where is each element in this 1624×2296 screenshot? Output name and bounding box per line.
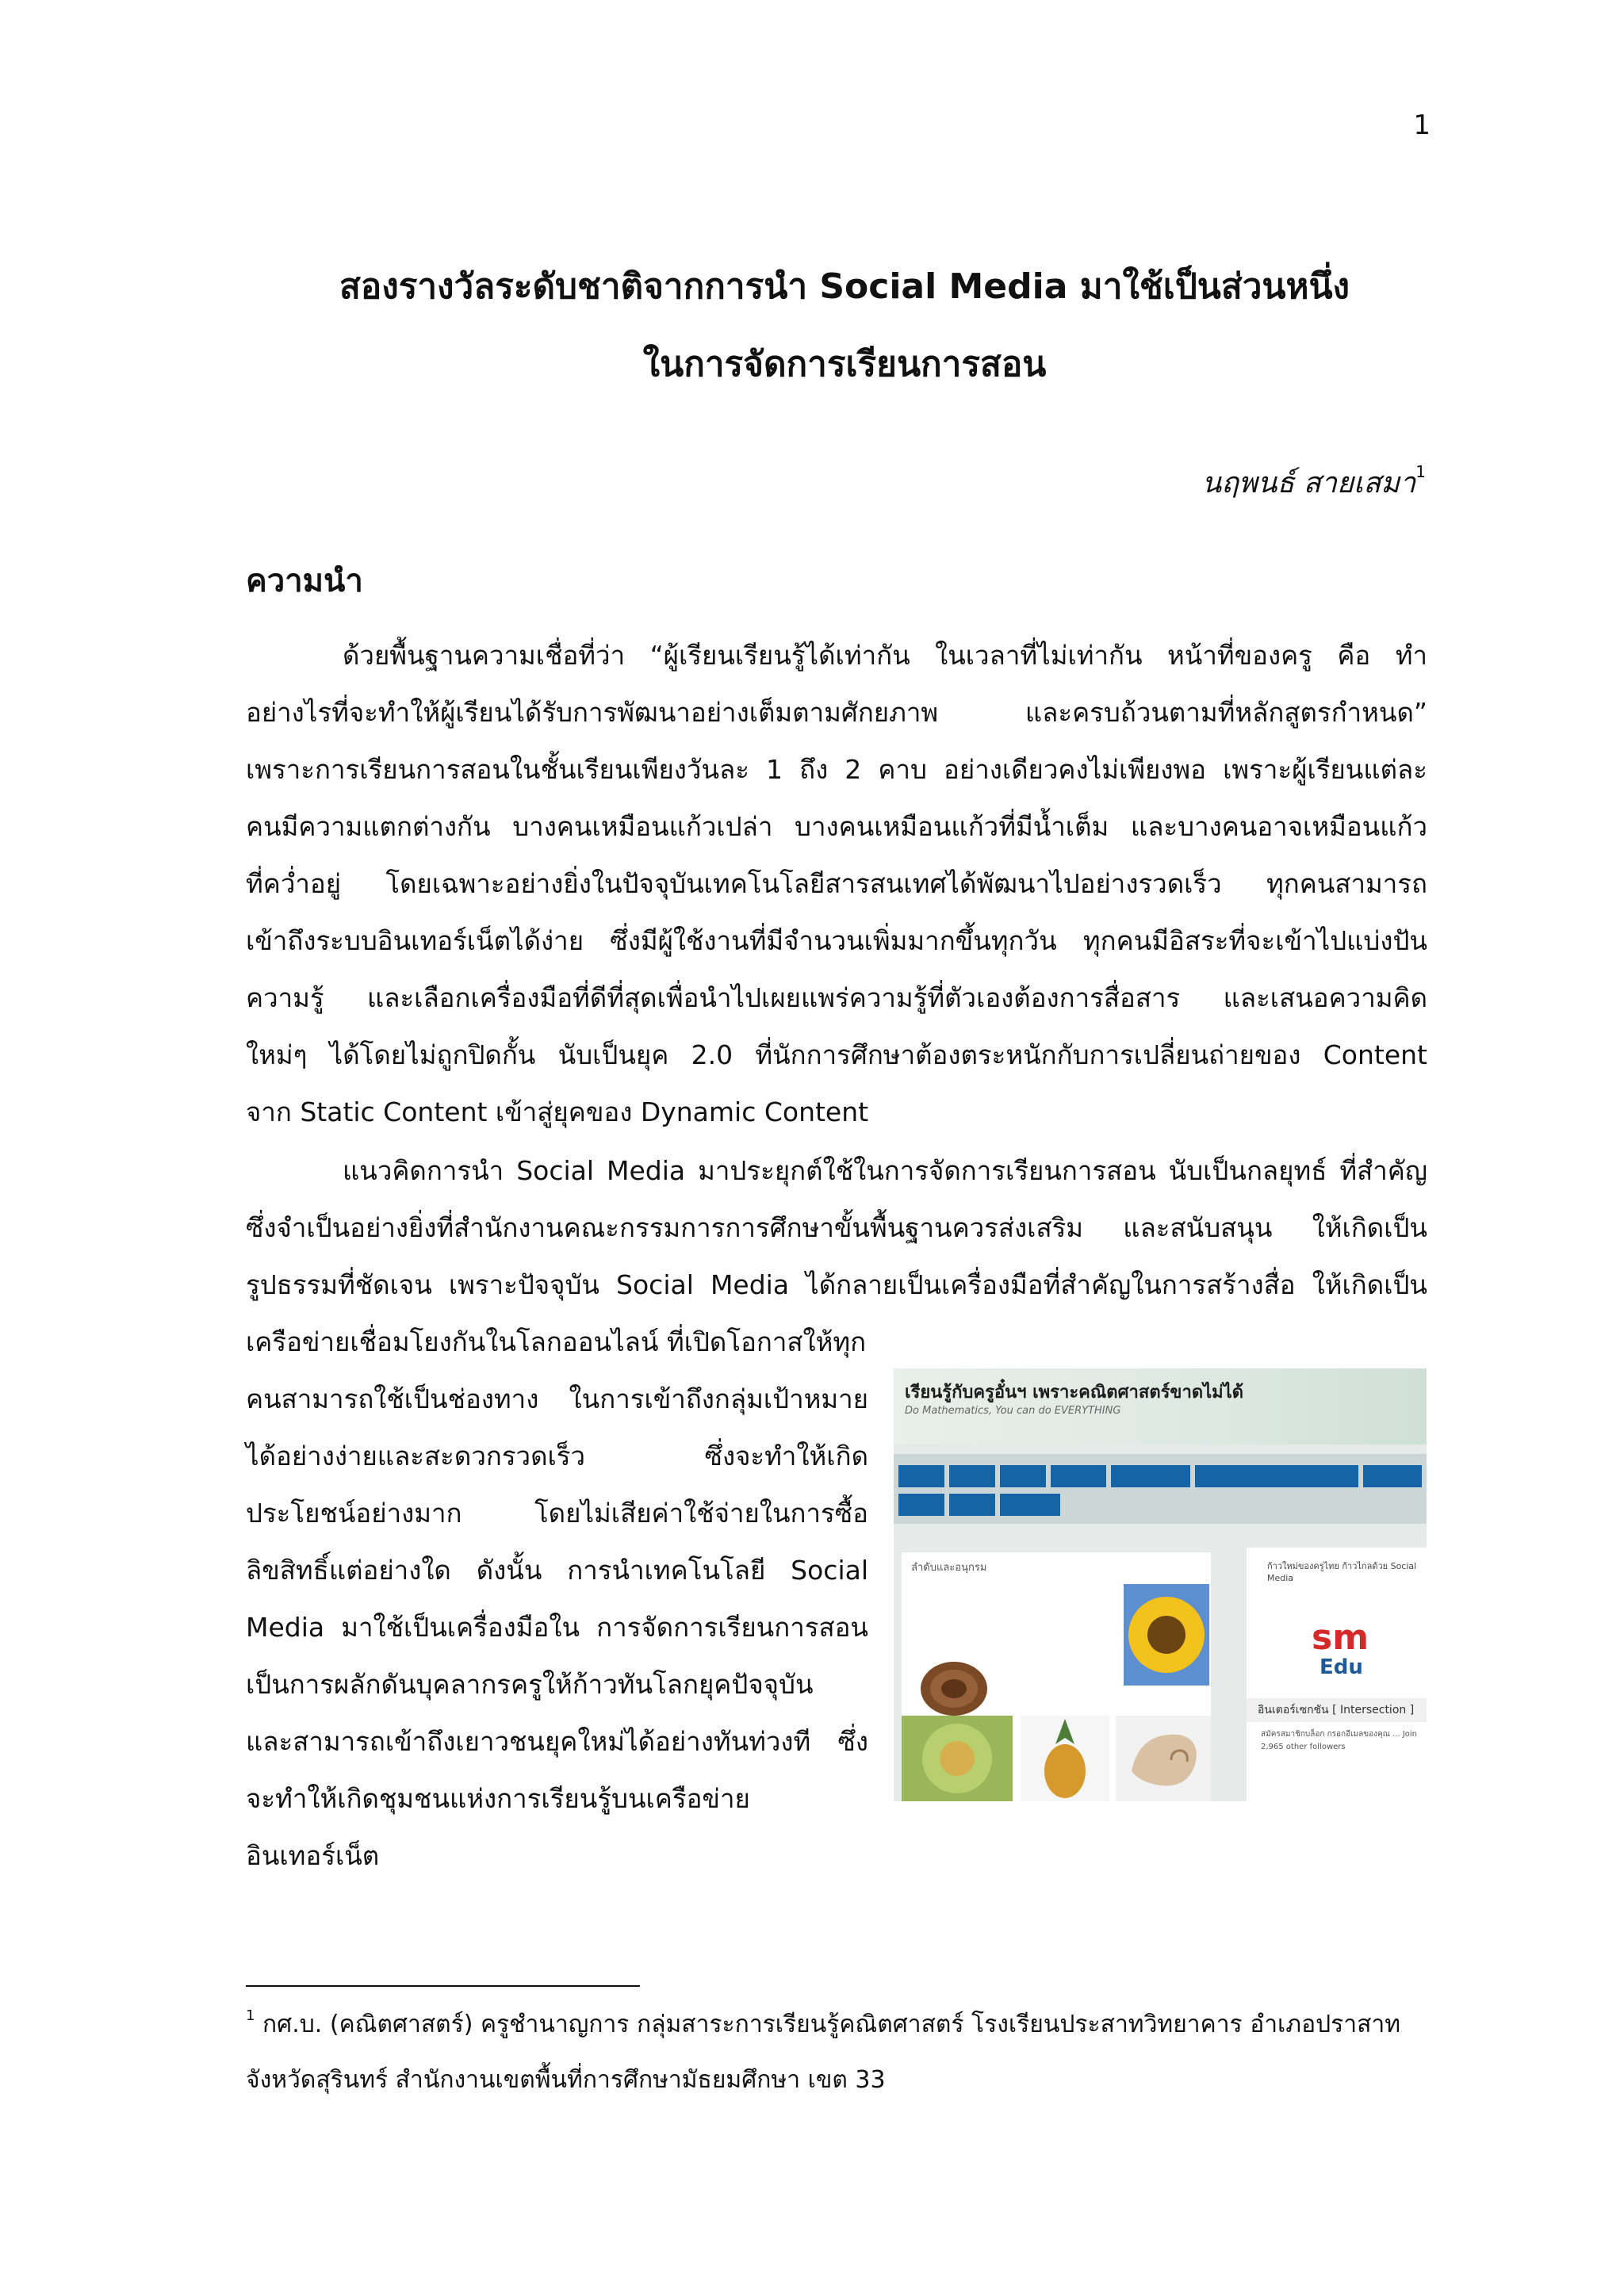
blog-sidebar-title: ก้าวใหม่ของครูไทย ก้าวไกลด้วย Social Media bbox=[1267, 1561, 1417, 1583]
paragraph-line: ซึ่งจำเป็นอย่างยิ่งที่สำนักงานคณะกรรมการการศึกษาขั้นพื้นฐานควรส่งเสริม และสนับสนุน ให้เกิดเป็น bbox=[246, 1212, 1427, 1243]
smedu-logo: sm bbox=[1312, 1617, 1369, 1658]
document-title-line2: ในการจัดการเรียนการสอน bbox=[642, 344, 1047, 385]
page-number: 1 bbox=[1413, 109, 1431, 141]
paragraph-line: อินเทอร์เน็ต bbox=[246, 1840, 380, 1871]
paragraph-line: อย่างไรที่จะทำให้ผู้เรียนได้รับการพัฒนาอย่างเต็มตามศักยภาพ และครบถ้วนตามที่หลักสูตรกำหนด” bbox=[246, 697, 1427, 728]
sequence-panel-title: ลำดับและอนุกรม bbox=[911, 1562, 987, 1574]
blog-banner-title: เรียนรู้กับครูอั๋นฯ เพราะคณิตศาสตร์ขาดไม่ได้ bbox=[905, 1383, 1244, 1402]
nav-button bbox=[1111, 1465, 1190, 1487]
blog-banner-subtitle: Do Mathematics, You can do EVERYTHING bbox=[905, 1405, 1121, 1417]
blog-banner bbox=[894, 1368, 1427, 1445]
nav-button bbox=[1051, 1465, 1106, 1487]
section-heading: ความนำ bbox=[246, 563, 363, 599]
nav-button bbox=[949, 1494, 995, 1516]
paragraph-line: เพราะการเรียนการสอนในชั้นเรียนเพียงวันละ 1 ถึง 2 คาบ อย่างเดียวคงไม่เพียงพอ เพราะผู้เรียนแต่ละ bbox=[246, 754, 1427, 785]
pineapple-image bbox=[1021, 1716, 1109, 1801]
nav-button bbox=[1000, 1494, 1060, 1516]
paragraph-line: เครือข่ายเชื่อมโยงกันในโลกออนไลน์ ที่เปิดโอกาสให้ทุก bbox=[246, 1326, 867, 1357]
footnote-mark: 1 bbox=[246, 2007, 255, 2024]
paragraph-line: แนวคิดการนำ Social Media มาประยุกต์ใช้ในการจัดการเรียนการสอน นับเป็นกลยุทธ์ ที่สำคัญ bbox=[343, 1155, 1427, 1186]
nautilus-shell-image bbox=[1116, 1716, 1211, 1801]
smedu-logo-subtext: Edu bbox=[1320, 1655, 1363, 1679]
paragraph-line: ด้วยพื้นฐานความเชื่อที่ว่า “ผู้เรียนเรียนรู้ได้เท่ากัน ในเวลาที่ไม่เท่ากัน หน้าที่ของครู คือ ทำ bbox=[343, 640, 1427, 671]
paragraph-line: จะทำให้เกิดชุมชนแห่งการเรียนรู้บนเครือข่าย bbox=[246, 1783, 750, 1814]
author-footnote-mark: 1 bbox=[1415, 462, 1426, 481]
nav-button bbox=[949, 1465, 995, 1487]
blog-sidebar-panel bbox=[1247, 1548, 1427, 1801]
paragraph-line: คนสามารถใช้เป็นช่องทาง ในการเข้าถึงกลุ่มเป้าหมาย bbox=[246, 1383, 868, 1414]
blog-sidebar-heading: อินเตอร์เซกชัน [ Intersection ] bbox=[1247, 1698, 1427, 1722]
paragraph-line: ได้อย่างง่ายและสะดวกรวดเร็ว ซึ่งจะทำให้เกิด bbox=[246, 1441, 868, 1471]
nav-button bbox=[898, 1465, 944, 1487]
paragraph-line: ประโยชน์อย่างมาก โดยไม่เสียค่าใช้จ่ายในการซื้อ bbox=[246, 1498, 868, 1529]
nav-button bbox=[1195, 1465, 1358, 1487]
blog-navbar bbox=[894, 1454, 1427, 1524]
paragraph-line: และสามารถเข้าถึงเยาวชนยุคใหม่ได้อย่างทันท่วงที ซึ่ง bbox=[246, 1726, 868, 1757]
paragraph-line: คนมีความแตกต่างกัน บางคนเหมือนแก้วเปล่า บางคนเหมือนแก้วที่มีน้ำเต็ม และบางคนอาจเหมือนแก้ว bbox=[246, 811, 1427, 842]
footnote-line2: จังหวัดสุรินทร์ สำนักงานเขตพื้นที่การศึกษามัธยมศึกษา เขต 33 bbox=[246, 2066, 886, 2094]
nav-button bbox=[898, 1494, 944, 1516]
paragraph-line: รูปธรรมที่ชัดเจน เพราะปัจจุบัน Social Media ได้กลายเป็นเครื่องมือที่สำคัญในการสร้างสื่อ ให้เกิดเป็น bbox=[246, 1269, 1427, 1300]
paragraph-line: ลิขสิทธิ์แต่อย่างใด ดังนั้น การนำเทคโนโลยี Social bbox=[246, 1555, 868, 1586]
paragraph-line: เข้าถึงระบบอินเทอร์เน็ตได้ง่าย ซึ่งมีผู้ใช้งานที่มีจำนวนเพิ่มมากขึ้นทุกวัน ทุกคนมีอิสระที่จะเข้าไปแบ่งปัน bbox=[246, 925, 1427, 956]
paragraph-line: ใหม่ๆ ได้โดยไม่ถูกปิดกั้น นับเป็นยุค 2.0 ที่นักการศึกษาต้องตระหนักกับการเปลี่ยนถ่ายของ Content bbox=[246, 1039, 1427, 1070]
blog-sidebar-body: สมัครสมาชิกบล็อก กรอกอีเมลของคุณ ... Join 2,965 other followers bbox=[1261, 1730, 1418, 1751]
paragraph-line: ความรู้ และเลือกเครื่องมือที่ดีที่สุดเพื่อนำไปเผยแพร่ความรู้ที่ตัวเองต้องการสื่อสาร และเสนอความคิด bbox=[246, 982, 1427, 1013]
paragraph-line: Media มาใช้เป็นเครื่องมือใน การจัดการเรียนการสอน bbox=[246, 1612, 868, 1643]
sunflower-image bbox=[1124, 1584, 1209, 1686]
document-title-line1: สองรางวัลระดับชาติจากการนำ Social Media มาใช้เป็นส่วนหนึ่ง bbox=[339, 266, 1350, 307]
author-name-text: นฤพนธ์ สายเสมา bbox=[1201, 467, 1416, 499]
paragraph-line: ที่คว่ำอยู่ โดยเฉพาะอย่างยิ่งในปัจจุบันเทคโนโลยีสารสนเทศได้พัฒนาไปอย่างรวดเร็ว ทุกคนสามารถ bbox=[246, 868, 1427, 899]
nav-button bbox=[1363, 1465, 1422, 1487]
paragraph-line: เป็นการผลักดันบุคลากรครูให้ก้าวทันโลกยุคปัจจุบัน bbox=[246, 1669, 814, 1700]
social-media-screenshot-collage bbox=[894, 1368, 1427, 1801]
footnote-divider bbox=[246, 1985, 640, 1987]
author-name bbox=[1202, 460, 1426, 505]
nav-button bbox=[1000, 1465, 1046, 1487]
pinecone-image bbox=[910, 1654, 998, 1717]
succulent-image bbox=[902, 1716, 1013, 1801]
footnote-text-1: กศ.บ. (คณิตศาสตร์) ครูชำนาญการ กลุ่มสาระการเรียนรู้คณิตศาสตร์ โรงเรียนประสาทวิทยาคาร อำเภอปราสาท bbox=[262, 2011, 1401, 2038]
paragraph-line: จาก Static Content เข้าสู่ยุคของ Dynamic Content bbox=[246, 1096, 869, 1127]
footnote-line1 bbox=[246, 2006, 1400, 2043]
